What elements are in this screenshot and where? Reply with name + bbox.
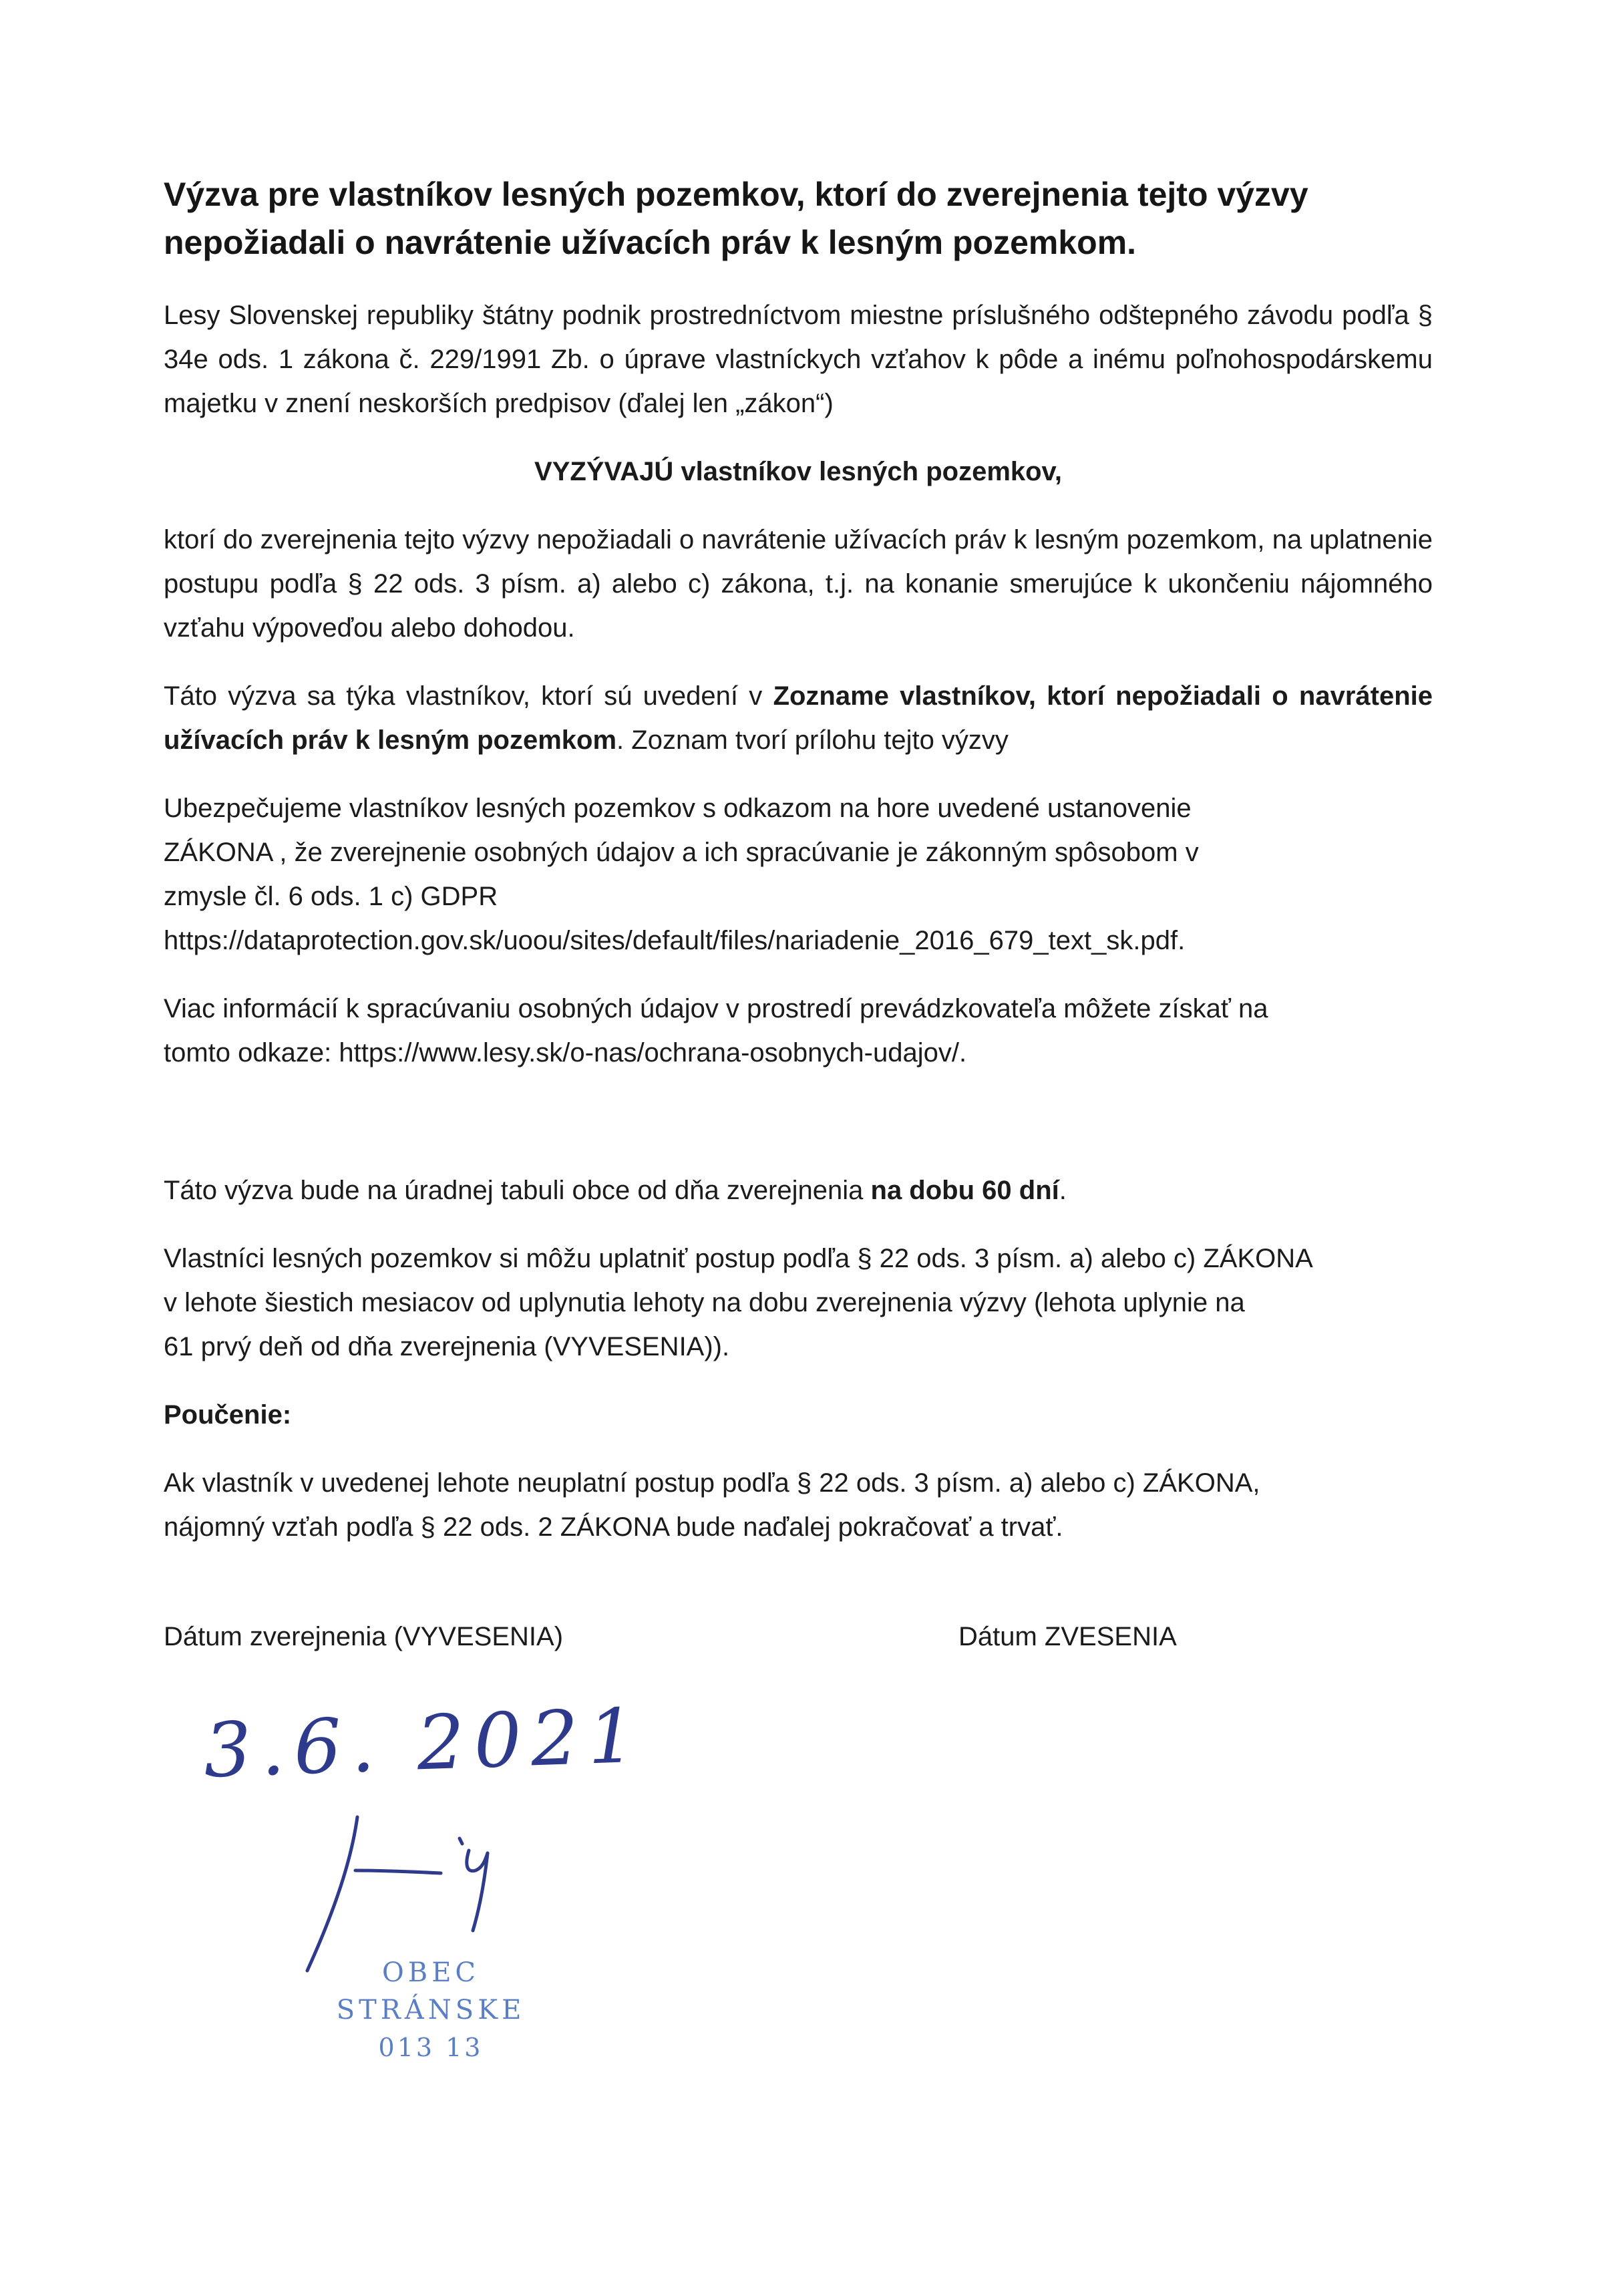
notice-heading [164,1393,1433,1437]
gdpr-line-2: ZÁKONA , že zverejnenie osobných údajov a ich spracúvanie je zákonným spôsobom v [164,838,1199,867]
gdpr-line-1: Ubezpečujeme vlastníkov lesných pozemkov s odkazom na hore uvedené ustanovenie [164,794,1192,823]
call-heading-text: VYZÝVAJÚ vlastníkov lesných pozemkov, [534,457,1062,486]
gdpr-paragraph [164,786,1433,963]
owners-line-1: Vlastníci lesných pozemkov si môžu uplatniť postup podľa § 22 ods. 3 písm. a) alebo c) ZÁKONA [164,1244,1313,1273]
owners-line-2: v lehote šiestich mesiacov od uplynutia lehoty na dobu zverejnenia výzvy (lehota uplynie na [164,1288,1245,1317]
document-body [164,170,1433,1549]
date-published-label: Dátum zverejnenia (VYVESENIA) [164,1622,564,1651]
notice-line-2: nájomný vzťah podľa § 22 ods. 2 ZÁKONA bude naďalej pokračovať a trvať. [164,1512,1063,1542]
gdpr-line-3: zmysle čl. 6 ods. 1 c) GDPR [164,882,498,911]
notice-paragraph [164,1461,1433,1549]
document-title: Výzva pre vlastníkov lesných pozemkov, ktorí do zverejnenia tejto výzvy nepožiadali o navrátenie užívacích práv k lesným pozemkom. [164,176,1308,261]
info-line-2: tomto odkaze: https://www.lesy.sk/o-nas/ochrana-osobnych-udajov/. [164,1038,967,1068]
notice-line-1: Ak vlastník v uvedenej lehote neuplatní postup podľa § 22 ods. 3 písm. a) alebo c) ZÁKONA, [164,1468,1260,1498]
list-name: Zozname vlastníkov, ktorí nepožiadali o navrátenie užívacích práv k lesným pozemkom [164,681,1433,755]
stamp-name: OBEC STRÁNSKE [336,1957,526,2025]
list-paragraph [164,674,1433,762]
stamp-code: 013 13 [378,2033,484,2062]
notice-heading-text: Poučenie: [164,1400,292,1430]
list-outro: . Zoznam tvorí prílohu tejto výzvy [616,725,1009,755]
official-stamp [291,1954,571,2066]
call-paragraph: ktorí do zverejnenia tejto výzvy nepožiadali o navrátenie užívacích práv k lesným pozemkom, na uplatnenie postupu podľa § 22 ods. 3 písm. a) alebo c) zákona, t.j. na konanie smerujúce k ukončeniu nájomného vzťahu výpoveďou alebo dohodou. [164,525,1433,643]
owners-line-3: 61 prvý deň od dňa zverejnenia (VYVESENIA)). [164,1332,730,1361]
duration-paragraph [164,1168,1433,1212]
duration-end: . [1059,1176,1067,1205]
list-intro: Táto výzva sa týka vlastníkov, ktorí sú uvedení v [164,681,763,711]
info-line-1: Viac informácií k spracúvaniu osobných údajov v prostredí prevádzkovateľa môžete získať na [164,994,1268,1023]
info-paragraph [164,987,1433,1075]
handwritten-date: 3.6. 2021 [202,1692,647,1795]
duration-bold: na dobu 60 dní [870,1176,1059,1205]
date-removed-label: Dátum ZVESENIA [958,1622,1177,1651]
duration-text: Táto výzva bude na úradnej tabuli obce od dňa zverejnenia [164,1176,864,1205]
gdpr-url: https://dataprotection.gov.sk/uoou/sites/default/files/nariadenie_2016_679_text_sk.pdf. [164,926,1186,955]
call-heading [164,450,1433,494]
owners-paragraph [164,1237,1433,1369]
intro-paragraph: Lesy Slovenskej republiky štátny podnik prostredníctvom miestne príslušného odštepného závodu podľa § 34e ods. 1 zákona č. 229/1991 Zb. o úprave vlastníckych vzťahov k pôde a inému poľnohospodárskemu majetku v znení neskorších predpisov (ďalej len „zákon“) [164,301,1433,418]
signature-icon [281,1804,521,1977]
